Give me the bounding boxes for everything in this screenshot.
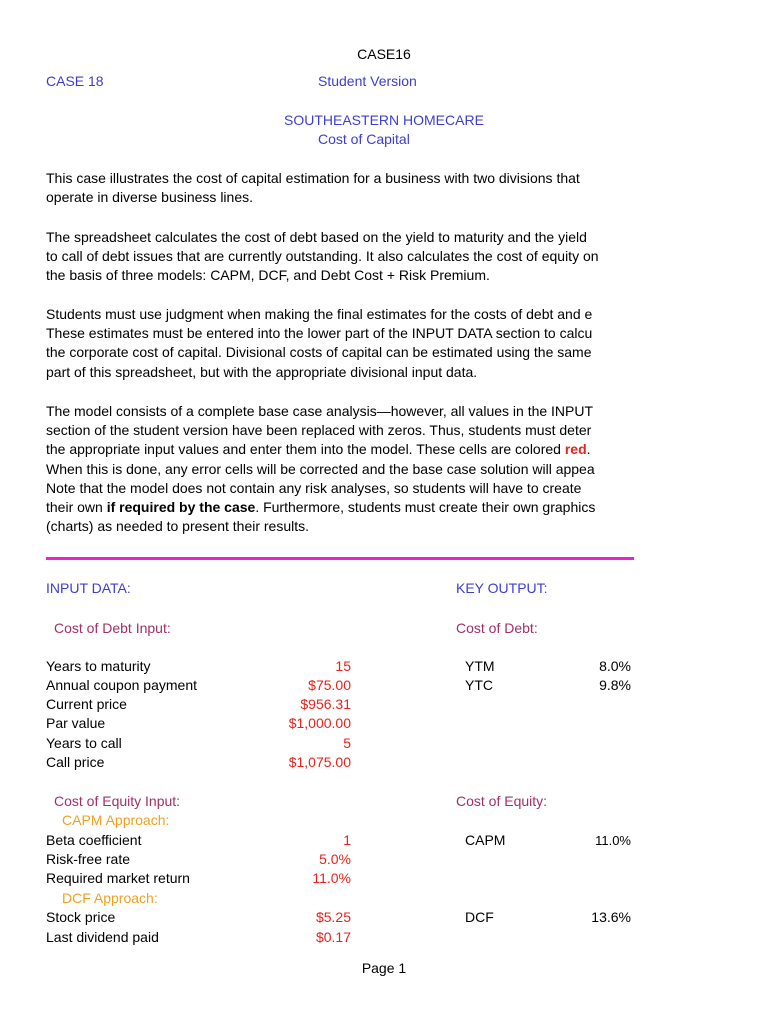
text-line: part of this spreadsheet, but with the appropriate divisional input data. (46, 363, 478, 380)
input-cell-years-to-maturity[interactable]: 15 (335, 658, 351, 674)
input-cell-par-value[interactable]: $1,000.00 (288, 715, 351, 731)
text-line: the basis of three models: CAPM, DCF, and Debt Cost + Risk Premium. (46, 267, 490, 284)
text-line: The spreadsheet calculates the cost of debt based on the yield to maturity and the yield (46, 229, 587, 245)
equity-input-heading: Cost of Equity Input: (54, 793, 181, 809)
input-cell-annual-coupon[interactable]: $75.00 (308, 677, 351, 693)
red-emphasis: red (564, 441, 587, 458)
text-span: . (586, 441, 591, 458)
text-line (46, 498, 634, 517)
page-number: Page 1 (361, 960, 407, 976)
text-span: the appropriate input values and enter them into the model. These cells are colored (46, 441, 565, 458)
input-cell-beta[interactable]: 1 (343, 832, 351, 848)
text-line: to call of debt issues that are currently outstanding. It also calculates the cost of equity on (46, 248, 599, 265)
value-ytc: 9.8% (599, 677, 631, 693)
text-span: their own (46, 498, 107, 515)
label-current-price: Current price (46, 696, 127, 712)
label-years-to-maturity: Years to maturity (46, 658, 151, 674)
text-line (46, 440, 634, 459)
intro-paragraph-1 (46, 169, 634, 207)
label-ytc: YTC (465, 677, 493, 693)
value-capm: 11.0% (595, 833, 631, 848)
input-data-heading: INPUT DATA: (46, 580, 131, 596)
case-subtitle: Cost of Capital (318, 131, 410, 147)
bold-emphasis: if required by the case (106, 498, 256, 515)
input-cell-risk-free-rate[interactable]: 5.0% (319, 851, 351, 867)
label-capm: CAPM (465, 832, 506, 848)
case-label: CASE 18 (46, 73, 104, 89)
value-ytm: 8.0% (599, 658, 631, 674)
section-divider (46, 557, 634, 560)
label-last-dividend: Last dividend paid (46, 929, 159, 945)
input-cell-last-dividend[interactable]: $0.17 (315, 929, 351, 945)
input-cell-current-price[interactable]: $956.31 (300, 696, 351, 712)
text-line: These estimates must be entered into the lower part of the INPUT DATA section to calcu (46, 325, 593, 342)
capm-approach-heading: CAPM Approach: (62, 812, 170, 828)
value-dcf: 13.6% (591, 909, 631, 925)
text-span: . Furthermore, students must create their own graphics (255, 498, 596, 515)
text-line: The model consists of a complete base case analysis—however, all values in the INPUT (46, 403, 594, 419)
intro-paragraph-3 (46, 305, 634, 382)
text-line: Note that the model does not contain any risk analyses, so students will have to create (46, 479, 582, 496)
input-cell-market-return[interactable]: 11.0% (312, 870, 351, 886)
intro-paragraph-2 (46, 228, 634, 286)
label-risk-free-rate: Risk-free rate (46, 851, 131, 867)
label-call-price: Call price (46, 754, 105, 770)
text-line: operate in diverse business lines. (46, 189, 254, 206)
sheet-title: CASE16 (357, 46, 411, 62)
input-cell-stock-price[interactable]: $5.25 (315, 909, 351, 925)
label-ytm: YTM (465, 658, 495, 674)
key-output-heading: KEY OUTPUT: (456, 580, 548, 596)
label-market-return: Required market return (46, 870, 190, 886)
cost-of-debt-heading: Cost of Debt: (456, 620, 538, 636)
company-name: SOUTHEASTERN HOMECARE (284, 112, 484, 128)
label-beta: Beta coefficient (46, 832, 142, 848)
label-par-value: Par value (46, 715, 106, 731)
text-line: Students must use judgment when making the final estimates for the costs of debt and e (46, 306, 593, 322)
label-dcf: DCF (465, 909, 494, 925)
intro-paragraph-4 (46, 402, 634, 536)
input-cell-call-price[interactable]: $1,075.00 (288, 754, 351, 770)
debt-input-heading: Cost of Debt Input: (54, 620, 171, 636)
text-line: the corporate cost of capital. Divisional costs of capital can be estimated using the same (46, 344, 592, 361)
label-stock-price: Stock price (46, 909, 116, 925)
text-line: (charts) as needed to present their results. (46, 518, 310, 535)
input-cell-years-to-call[interactable]: 5 (343, 735, 351, 751)
label-years-to-call: Years to call (46, 735, 122, 751)
version-label: Student Version (318, 73, 417, 89)
text-line: This case illustrates the cost of capital estimation for a business with two divisions that (46, 170, 580, 186)
text-line: When this is done, any error cells will be corrected and the base case solution will appea (46, 460, 595, 477)
label-annual-coupon: Annual coupon payment (46, 677, 197, 693)
dcf-approach-heading: DCF Approach: (62, 890, 158, 906)
text-line: section of the student version have been replaced with zeros. Thus, students must deter (46, 422, 592, 439)
cost-of-equity-heading: Cost of Equity: (456, 793, 548, 809)
